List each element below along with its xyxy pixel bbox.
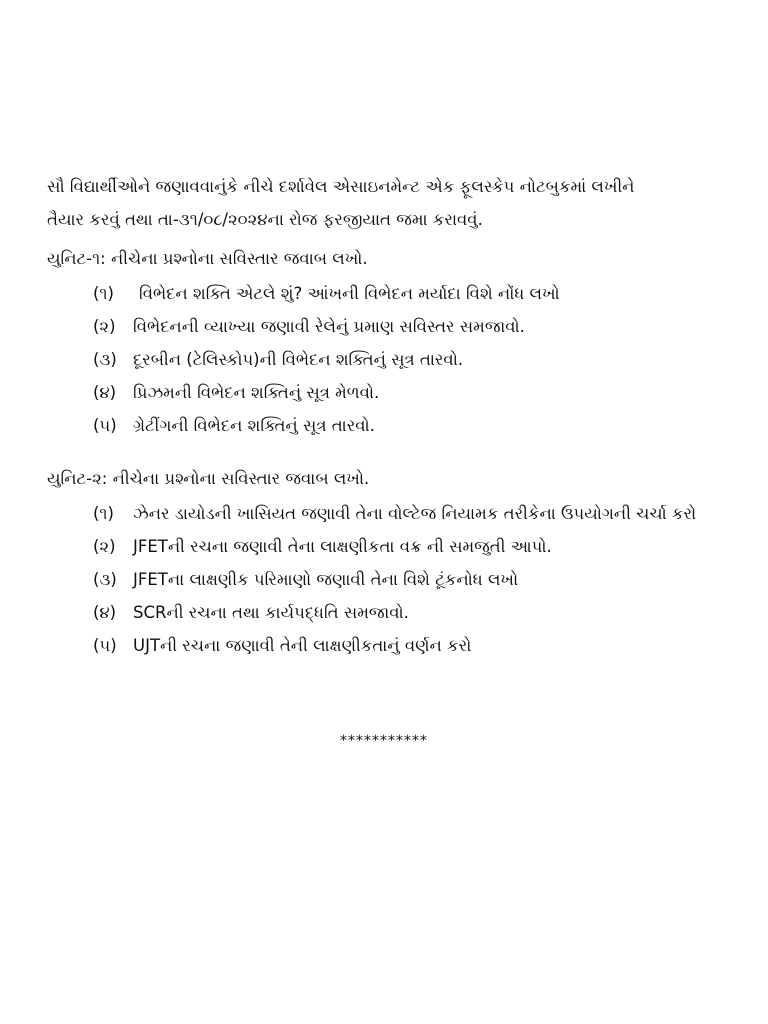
list-item — [93, 497, 737, 530]
question-text: SCRની રચના તથા કાર્યપદ્ધતિ સમજાવો. — [133, 603, 409, 622]
list-item — [93, 563, 737, 596]
unit-2-heading: યુનિટ-૨: નીચેના પ્રશ્નોના સવિસ્તાર જવાબ લખો. — [47, 469, 370, 488]
question-number: (૫) — [93, 416, 117, 435]
question-text: દૂરબીન (ટેલિસ્કોપ)ની વિભેદન શક્તિનું સૂત્ર તારવો. — [133, 350, 464, 369]
list-item — [93, 629, 737, 662]
question-text: પ્રિઝમની વિભેદન શક્તિનું સૂત્ર મેળવો. — [133, 383, 380, 402]
question-number: (૨) — [93, 317, 116, 336]
list-item — [93, 596, 737, 629]
intro-paragraph — [47, 170, 727, 236]
question-number: (૨) — [93, 537, 116, 556]
question-number: (૪) — [93, 603, 117, 622]
question-number: (૪) — [93, 383, 117, 402]
list-item — [93, 409, 737, 442]
list-item — [93, 277, 737, 310]
question-number: (૧) — [93, 284, 114, 303]
intro-line-2: તૈયાર કરવું તથા તા-૩૧/૦૮/૨૦૨૪ના રોજ ફરજીયાત જમા કરાવવું. — [47, 210, 483, 229]
question-text: ઝેનર ડાયોડની ખાસિયત જણાવી તેના વોલ્ટેજ નિયામક તરીકેના ઉપયોગની ચર્ચા કરો — [133, 504, 697, 523]
unit-2-question-list — [47, 497, 737, 662]
question-number: (૩) — [93, 570, 117, 589]
question-text: JFETની રચના જણાવી તેના લાક્ષણીકતા વક્ર ની સમજુતી આપો. — [133, 537, 552, 556]
question-text: JFETના લાક્ષણીક પરિમાણો જણાવી તેના વિશે ટૂંકનોધ લખો — [133, 570, 519, 589]
question-number: (૫) — [93, 636, 117, 655]
unit-1-heading: યુનિટ-૧: નીચેના પ્રશ્નોના સવિસ્તાર જવાબ લખો. — [47, 249, 368, 268]
question-text: UJTની રચના જણાવી તેની લાક્ષણીકતાનું વર્ણન કરો — [133, 636, 472, 655]
unit-1-section — [47, 246, 737, 442]
question-text: વિભેદનની વ્યાખ્યા જણાવી રેલેનું પ્રમાણ સવિસ્તર સમજાવો. — [133, 317, 525, 336]
question-text: વિભેદન શક્તિ એટલે શું? આંખની વિભેદન મર્યાદા વિશે નોંધ લખો — [139, 284, 560, 303]
list-item — [93, 343, 737, 376]
unit-1-question-list — [47, 277, 737, 442]
question-number: (૩) — [93, 350, 117, 369]
question-number: (૧) — [93, 504, 114, 523]
end-separator: *********** — [340, 733, 428, 749]
list-item — [93, 530, 737, 563]
list-item — [93, 376, 737, 409]
list-item — [93, 310, 737, 343]
intro-line-1: સૌ વિદ્યાર્થીઓને જણાવવાનુંકે નીચે દર્શાવેલ એસાઇનમેન્ટ એક ફૂલસ્કેપ નોટબુકમાં લખીને — [47, 177, 635, 196]
question-text: ગ્રેટીંગની વિભેદન શક્તિનું સૂત્ર તારવો. — [133, 416, 375, 435]
unit-2-section — [47, 466, 737, 662]
